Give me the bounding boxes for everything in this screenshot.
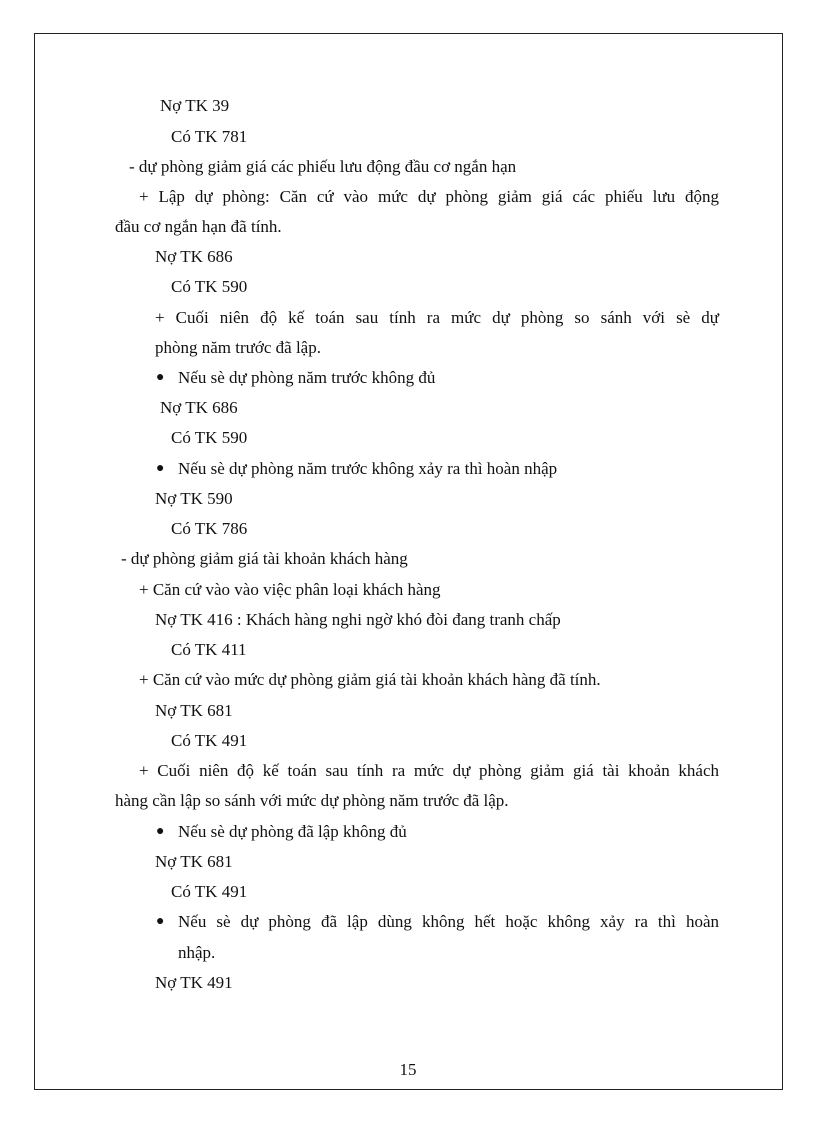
bullet-icon: ● [156,824,165,839]
text-line: - dự phòng giảm giá các phiếu lưu động đầu cơ ngắn hạn [129,157,517,176]
text-line: - dự phòng giảm giá tài khoản khách hàng [121,549,408,568]
text-line: Nợ TK 681 [155,852,233,871]
text-line: Có TK 411 [171,640,247,659]
text-line: hàng cần lập so sánh với mức dự phòng năm trước đã lập. [115,791,509,810]
page-number: 15 [399,1060,417,1079]
text-line: Nợ TK 416 : Khách hàng nghi ngờ khó đòi đang tranh chấp [155,610,561,629]
text-line: Có TK 491 [171,882,248,901]
text-line: Có TK 590 [171,277,248,296]
text-line: Nếu sè dự phòng đã lập không đủ [178,822,407,841]
text-line: Nợ TK 686 [160,398,238,417]
text-line: + Căn cứ vào vào việc phân loại khách hàng [139,580,441,599]
text-line: Nếu sè dự phòng năm trước không đủ [178,368,436,387]
bullet-icon: ● [156,370,165,385]
text-line: Nợ TK 686 [155,247,233,266]
text-line: phòng năm trước đã lập. [155,338,321,357]
text-line: + Căn cứ vào mức dự phòng giảm giá tài khoản khách hàng đã tính. [139,670,601,689]
text-line: Có TK 491 [171,731,248,750]
text-line: Nếu sè dự phòng năm trước không xảy ra thì hoàn nhập [178,459,558,478]
bullet-icon: ● [156,914,165,929]
text-line: + Cuối niên độ kế toán sau tính ra mức dự phòng so sánh với sè dự [155,308,719,327]
text-line: Nợ TK 590 [155,489,233,508]
text-line: Nợ TK 39 [160,96,230,115]
text-line: Nợ TK 491 [155,973,233,992]
text-line: + Cuối niên độ kế toán sau tính ra mức dự phòng giảm giá tài khoản khách [139,761,719,780]
text-line: Có TK 590 [171,428,248,447]
text-line: Nợ TK 681 [155,701,233,720]
text-line: Nếu sè dự phòng đã lập dùng không hết hoặc không xảy ra thì hoàn [178,912,719,931]
text-line: nhập. [178,943,216,962]
bullet-icon: ● [156,461,165,476]
text-line: + Lập dự phòng: Căn cứ vào mức dự phòng giảm giá các phiếu lưu động [139,187,719,206]
text-line: Có TK 781 [171,127,248,146]
text-line: đầu cơ ngắn hạn đã tính. [115,217,282,236]
text-line: Có TK 786 [171,519,248,538]
